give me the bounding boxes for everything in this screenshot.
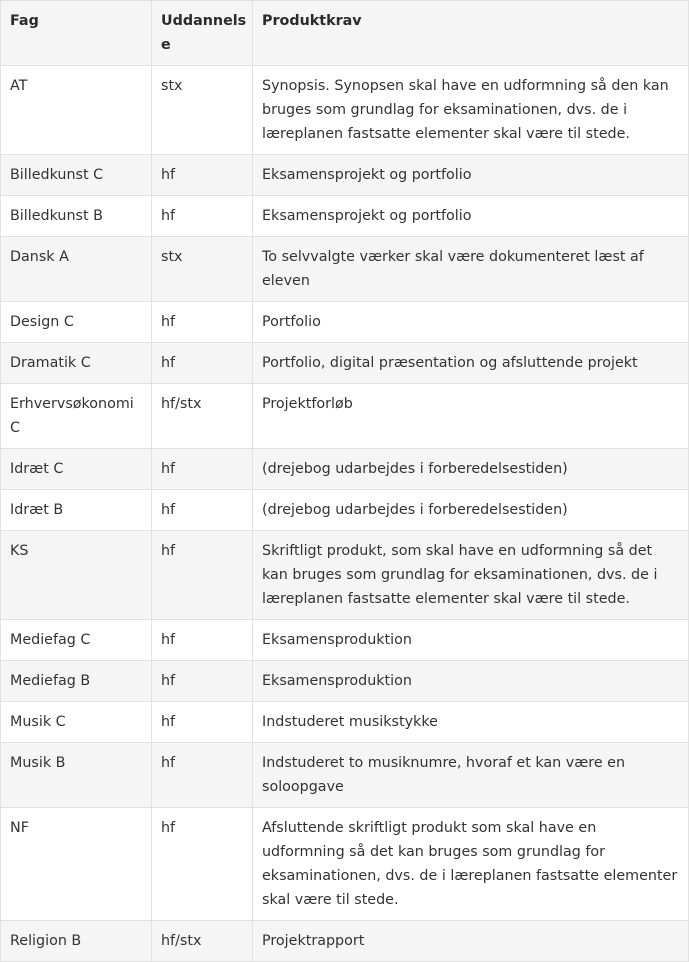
cell-fag: Musik B bbox=[1, 743, 152, 808]
table-header bbox=[1, 1, 689, 66]
cell-uddannelse: hf bbox=[152, 743, 253, 808]
cell-uddannelse: hf bbox=[152, 808, 253, 921]
cell-uddannelse: hf bbox=[152, 620, 253, 661]
cell-uddannelse: hf bbox=[152, 531, 253, 620]
cell-produktkrav: Skriftligt produkt, som skal have en udformning så det kan bruges som grundlag for eksaminationen, dvs. de i læreplanen fastsatte elementer skal være til stede. bbox=[253, 531, 689, 620]
table-row bbox=[1, 155, 689, 196]
cell-produktkrav: Projektrapport bbox=[253, 921, 689, 962]
cell-fag: Billedkunst C bbox=[1, 155, 152, 196]
cell-uddannelse: hf bbox=[152, 155, 253, 196]
cell-uddannelse: hf bbox=[152, 490, 253, 531]
table-row bbox=[1, 302, 689, 343]
cell-produktkrav: Eksamensprojekt og portfolio bbox=[253, 155, 689, 196]
cell-uddannelse: hf bbox=[152, 302, 253, 343]
table-row bbox=[1, 531, 689, 620]
column-header-fag: Fag bbox=[1, 1, 152, 66]
cell-fag: NF bbox=[1, 808, 152, 921]
table-row bbox=[1, 66, 689, 155]
cell-uddannelse: hf bbox=[152, 196, 253, 237]
table-row bbox=[1, 661, 689, 702]
cell-produktkrav: Indstuderet musikstykke bbox=[253, 702, 689, 743]
cell-fag: Religion B bbox=[1, 921, 152, 962]
table-row bbox=[1, 196, 689, 237]
cell-produktkrav: Eksamensproduktion bbox=[253, 661, 689, 702]
table-row bbox=[1, 921, 689, 962]
table-row bbox=[1, 449, 689, 490]
cell-fag: AT bbox=[1, 66, 152, 155]
table-body bbox=[1, 66, 689, 962]
cell-produktkrav: (drejebog udarbejdes i forberedelsestiden) bbox=[253, 490, 689, 531]
column-header-produktkrav: Produktkrav bbox=[253, 1, 689, 66]
cell-produktkrav: Eksamensproduktion bbox=[253, 620, 689, 661]
table-row bbox=[1, 743, 689, 808]
cell-produktkrav: Portfolio bbox=[253, 302, 689, 343]
cell-fag: Idræt C bbox=[1, 449, 152, 490]
cell-uddannelse: hf bbox=[152, 702, 253, 743]
cell-uddannelse: hf bbox=[152, 661, 253, 702]
cell-produktkrav: Projektforløb bbox=[253, 384, 689, 449]
cell-fag: Mediefag B bbox=[1, 661, 152, 702]
table-row bbox=[1, 237, 689, 302]
cell-produktkrav: (drejebog udarbejdes i forberedelsestiden) bbox=[253, 449, 689, 490]
table-row bbox=[1, 384, 689, 449]
table-row bbox=[1, 808, 689, 921]
cell-uddannelse: hf bbox=[152, 343, 253, 384]
cell-uddannelse: hf bbox=[152, 449, 253, 490]
cell-produktkrav: Portfolio, digital præsentation og afsluttende projekt bbox=[253, 343, 689, 384]
cell-fag: Dansk A bbox=[1, 237, 152, 302]
cell-fag: Dramatik C bbox=[1, 343, 152, 384]
table-row bbox=[1, 343, 689, 384]
table-row bbox=[1, 702, 689, 743]
cell-fag: Idræt B bbox=[1, 490, 152, 531]
cell-uddannelse: stx bbox=[152, 237, 253, 302]
cell-produktkrav: Synopsis. Synopsen skal have en udformning så den kan bruges som grundlag for eksaminationen, dvs. de i læreplanen fastsatte elementer skal være til stede. bbox=[253, 66, 689, 155]
cell-fag: KS bbox=[1, 531, 152, 620]
cell-fag: Design C bbox=[1, 302, 152, 343]
cell-uddannelse: hf/stx bbox=[152, 384, 253, 449]
cell-fag: Billedkunst B bbox=[1, 196, 152, 237]
cell-uddannelse: stx bbox=[152, 66, 253, 155]
cell-produktkrav: Indstuderet to musiknumre, hvoraf et kan være en soloopgave bbox=[253, 743, 689, 808]
column-header-uddannelse: Uddannelse bbox=[152, 1, 253, 66]
cell-fag: Erhvervsøkonomi C bbox=[1, 384, 152, 449]
table-row bbox=[1, 490, 689, 531]
cell-uddannelse: hf/stx bbox=[152, 921, 253, 962]
cell-fag: Mediefag C bbox=[1, 620, 152, 661]
header-row bbox=[1, 1, 689, 66]
cell-produktkrav: Eksamensprojekt og portfolio bbox=[253, 196, 689, 237]
cell-produktkrav: Afsluttende skriftligt produkt som skal have en udformning så det kan bruges som grundlag for eksaminationen, dvs. de i læreplanen fastsatte elementer skal være til stede. bbox=[253, 808, 689, 921]
cell-produktkrav: To selvvalgte værker skal være dokumenteret læst af eleven bbox=[253, 237, 689, 302]
cell-fag: Musik C bbox=[1, 702, 152, 743]
table-row bbox=[1, 620, 689, 661]
